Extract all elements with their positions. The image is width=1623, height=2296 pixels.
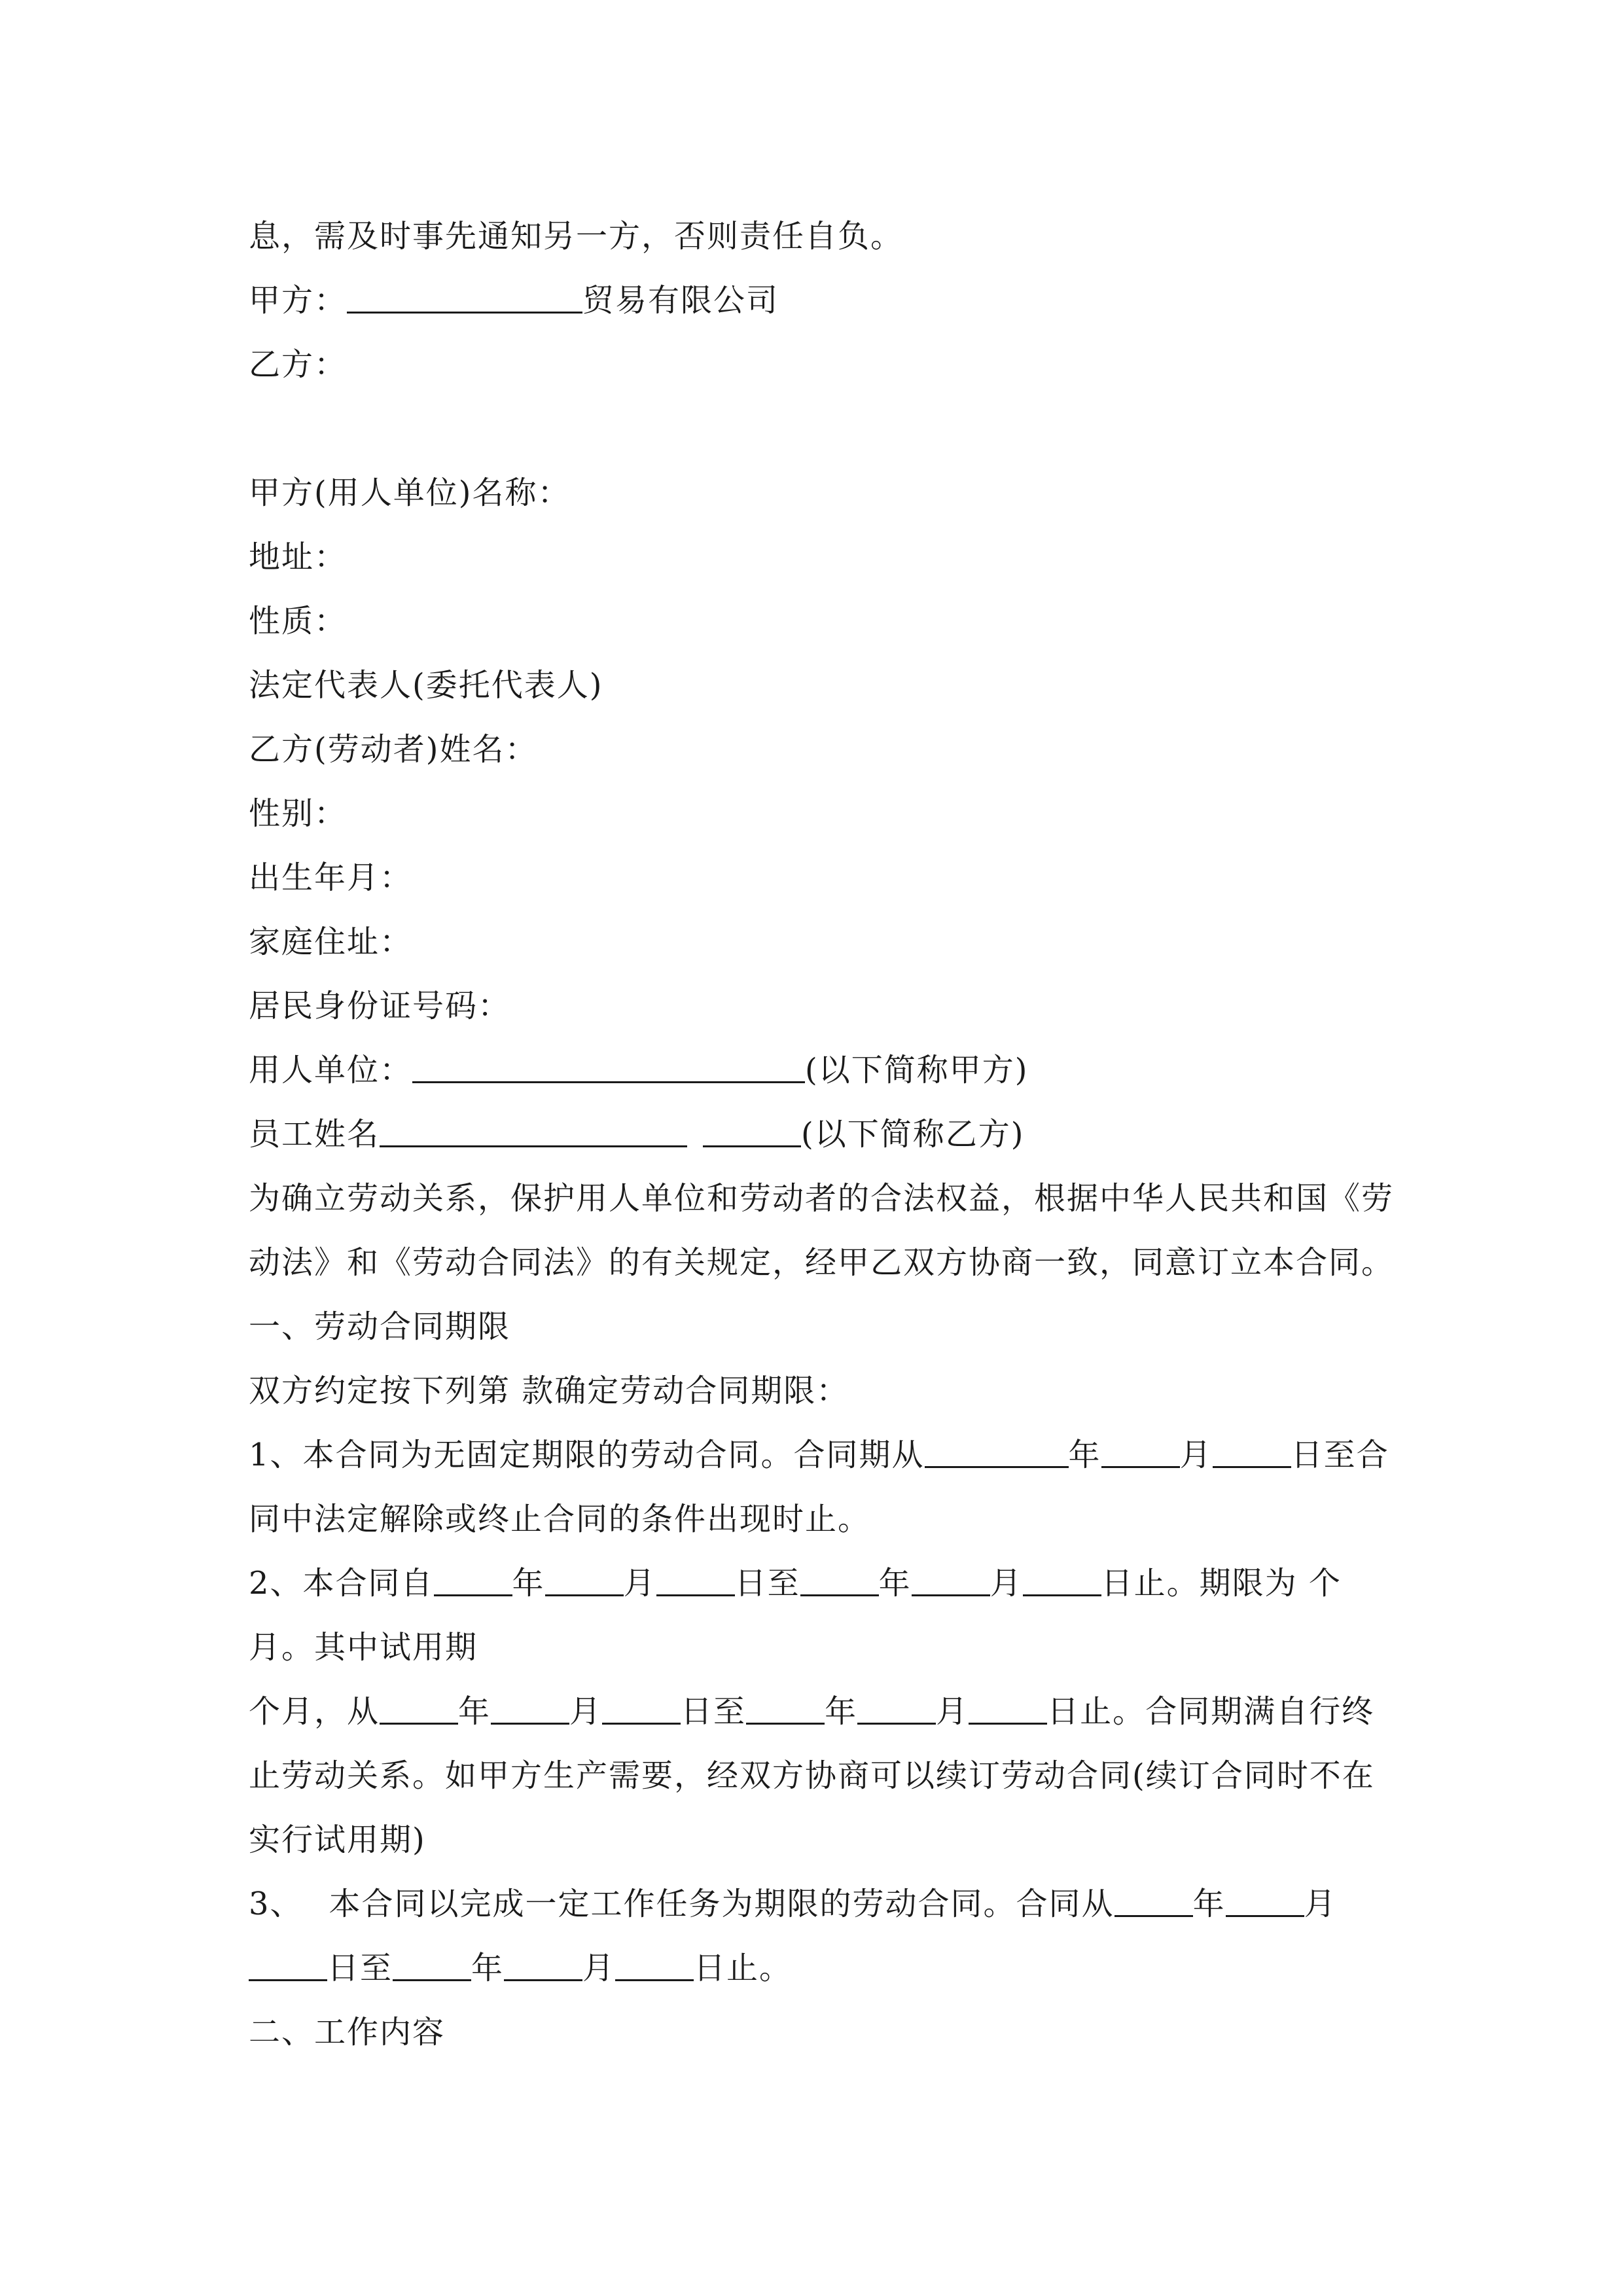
- paragraph-line: 实行试用期): [249, 1821, 426, 1858]
- employee-label: 员工姓名: [249, 1116, 380, 1153]
- day-blank: [602, 1690, 681, 1725]
- day-unit: 日至合: [1291, 1437, 1389, 1473]
- year-blank: [393, 1946, 471, 1981]
- paragraph-line: 止劳动关系。如甲方生产需要，经双方协商可以续订劳动合同(续订合同时不在: [249, 1757, 1375, 1794]
- day-blank: [1213, 1433, 1291, 1468]
- nature-field: 性质：: [249, 603, 348, 639]
- month-blank: [504, 1946, 582, 1981]
- month-blank: [1101, 1433, 1180, 1468]
- day-unit: 日至: [327, 1950, 393, 1986]
- party-a-blank: [347, 279, 582, 314]
- document-body: [249, 204, 1400, 2064]
- employer-name-field: 甲方(用人单位)名称：: [249, 475, 571, 511]
- birth-date-field: 出生年月：: [249, 859, 413, 896]
- year-blank: [800, 1562, 879, 1596]
- employer-unit-label: 用人单位：: [249, 1052, 413, 1088]
- month-unit: 月: [623, 1565, 656, 1602]
- clause-2-end: 日止。期限为 个: [1101, 1565, 1342, 1602]
- paragraph-line: 同中法定解除或终止合同的条件出现时止。: [249, 1501, 871, 1537]
- probation-text: 个月，从: [249, 1693, 380, 1730]
- year-blank: [746, 1690, 825, 1725]
- clause-2-line: [249, 1551, 1400, 1615]
- employer-unit-line: [249, 1038, 1400, 1102]
- day-blank: [615, 1946, 694, 1981]
- day-blank: [969, 1690, 1047, 1725]
- year-unit: 年: [512, 1565, 545, 1602]
- section-heading: 二、工作内容: [249, 2014, 446, 2051]
- party-a-line: [249, 268, 1400, 332]
- legal-representative-field: 法定代表人(委托代表人): [249, 667, 603, 704]
- clause-3-line: [249, 1872, 1400, 1936]
- clause-3-text: 本合同以完成一定工作任务为期限的劳动合同。合同从: [329, 1886, 1115, 1922]
- month-unit: 月: [1179, 1437, 1213, 1473]
- paragraph-line: 息，需及时事先通知另一方，否则责任自负。: [249, 218, 904, 255]
- paragraph-line: 为确立劳动关系，保护用人单位和劳动者的合法权益，根据中华人民共和国《劳: [249, 1180, 1395, 1217]
- clause-3-number: 3、: [249, 1886, 303, 1922]
- month-unit: 月: [569, 1693, 603, 1730]
- clause-2-text: 2、本合同自: [249, 1565, 434, 1602]
- clause-3-end: 日止。: [694, 1950, 793, 1986]
- month-unit: 月: [582, 1950, 616, 1986]
- employee-note: (以下简称乙方): [801, 1116, 1025, 1153]
- employer-unit-blank: [412, 1049, 805, 1083]
- paragraph-line: 动法》和《劳动合同法》的有关规定，经甲乙双方协商一致，同意订立本合同。: [249, 1244, 1395, 1281]
- year-unit: 年: [878, 1565, 912, 1602]
- section-heading: 一、劳动合同期限: [249, 1308, 511, 1345]
- id-number-field: 居民身份证号码：: [249, 988, 511, 1024]
- clause-3-dates-line: [249, 1936, 1400, 2000]
- party-b-line: 乙方：: [249, 346, 348, 383]
- year-unit: 年: [471, 1950, 505, 1986]
- year-blank: [925, 1433, 1069, 1468]
- employee-blank-2: [703, 1113, 801, 1147]
- day-blank: [249, 1946, 327, 1981]
- month-blank: [1226, 1882, 1304, 1917]
- month-blank: [491, 1690, 569, 1725]
- month-unit: 月: [936, 1693, 969, 1730]
- year-unit: 年: [458, 1693, 491, 1730]
- spacer: [249, 397, 1400, 461]
- paragraph-line: 月。其中试用期: [249, 1629, 478, 1666]
- day-blank: [1023, 1562, 1101, 1596]
- employee-blank: [380, 1113, 687, 1147]
- party-a-company: 贸易有限公司: [582, 282, 779, 319]
- home-address-field: 家庭住址：: [249, 924, 413, 960]
- day-unit: 日至: [681, 1693, 747, 1730]
- year-blank: [380, 1690, 458, 1725]
- year-blank: [1115, 1882, 1193, 1917]
- probation-line: [249, 1679, 1400, 1744]
- month-blank: [545, 1562, 624, 1596]
- clause-1-line: [249, 1423, 1400, 1487]
- clause-1-text: 1、本合同为无固定期限的劳动合同。合同期从: [249, 1437, 925, 1473]
- year-unit: 年: [825, 1693, 858, 1730]
- year-unit: 年: [1192, 1886, 1226, 1922]
- day-blank: [656, 1562, 735, 1596]
- gender-field: 性别：: [249, 795, 348, 832]
- address-field: 地址：: [249, 539, 348, 575]
- employer-unit-note: (以下简称甲方): [805, 1052, 1029, 1088]
- month-unit: 月: [990, 1565, 1023, 1602]
- month-unit: 月: [1304, 1886, 1337, 1922]
- year-blank: [434, 1562, 512, 1596]
- month-blank: [912, 1562, 990, 1596]
- employee-name-field: 乙方(劳动者)姓名：: [249, 731, 538, 768]
- year-unit: 年: [1068, 1437, 1101, 1473]
- day-unit: 日至: [734, 1565, 800, 1602]
- employee-line: [249, 1102, 1400, 1166]
- party-a-label: 甲方：: [249, 282, 348, 319]
- paragraph-line: 双方约定按下列第 款确定劳动合同期限：: [249, 1372, 849, 1409]
- month-blank: [857, 1690, 936, 1725]
- probation-end: 日止。合同期满自行终: [1047, 1693, 1375, 1730]
